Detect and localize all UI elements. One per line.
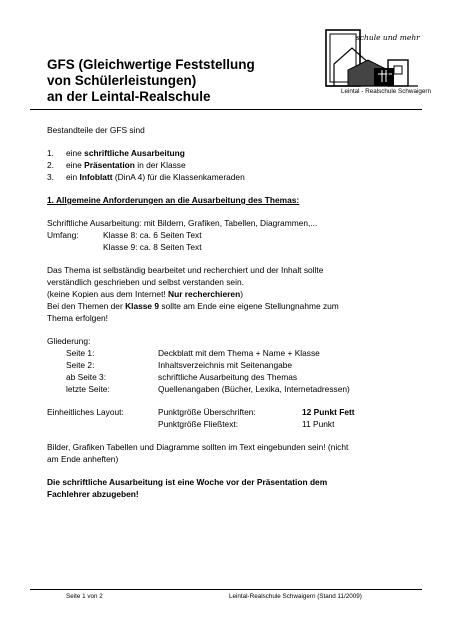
scope-class-8: Klasse 8: ca. 6 Seiten Text: [103, 230, 202, 240]
paragraph-line: Das Thema ist selbständig bearbeitet und recherchiert und der Inhalt sollte: [47, 265, 324, 275]
component-item-3: ein Infoblatt (DinA 4) für die Klassenkameraden: [66, 172, 245, 182]
paragraph-line: (keine Kopien aus dem Internet! Nur recherchieren): [47, 289, 243, 299]
component-number: 1.: [47, 148, 54, 158]
layout-spec-name: Punktgröße Fließtext:: [158, 419, 239, 429]
layout-spec-value: 12 Punkt Fett: [302, 407, 355, 417]
title-line-3: an der Leintal-Realschule: [47, 89, 211, 104]
intro-text: Bestandteile der GFS sind: [47, 125, 145, 135]
layout-label: Einheitliches Layout:: [47, 407, 124, 417]
paragraph-line: Thema erfolgen!: [47, 313, 108, 323]
component-number: 2.: [47, 160, 54, 170]
written-description: Schriftliche Ausarbeitung: mit Bildern, Grafiken, Tabellen, Diagrammen,...: [47, 218, 318, 228]
structure-content: schriftliche Ausarbeitung des Themas: [158, 372, 298, 382]
structure-content: Inhaltsverzeichnis mit Seitenangabe: [158, 360, 293, 370]
header-divider: [30, 109, 422, 110]
paragraph-line: verständlich geschrieben und selbst verstanden sein.: [47, 277, 244, 287]
logo-caption: Leintal - Realschule Schwaigern: [341, 88, 431, 95]
footer-school: Leintal-Realschule Schwaigern (Stand 11/2009): [229, 593, 362, 600]
scope-class-9: Klasse 9: ca. 8 Seiten Text: [103, 242, 202, 252]
layout-spec-name: Punktgröße Überschriften:: [158, 407, 256, 417]
images-note-line: Bilder, Grafiken Tabellen und Diagramme sollten im Text eingebunden sein! (nicht: [47, 442, 349, 452]
structure-page: letzte Seite:: [66, 384, 110, 394]
structure-label: Gliederung:: [47, 336, 91, 346]
structure-content: Quellenangaben (Bücher, Lexika, Internetadressen): [158, 384, 350, 394]
structure-page: Seite 1:: [66, 348, 95, 358]
title-line-2: von Schülerleistungen): [47, 73, 197, 88]
footer-divider: [30, 589, 422, 590]
scope-label: Umfang:: [47, 230, 79, 240]
component-item-1: eine schriftliche Ausarbeitung: [66, 148, 185, 158]
layout-spec-value: 11 Punkt: [302, 419, 335, 429]
document-title: [47, 57, 317, 105]
footer-page-number: Seite 1 von 2: [66, 593, 103, 600]
structure-content: Deckblatt mit dem Thema + Name + Klasse: [158, 348, 320, 358]
structure-page: Seite 2:: [66, 360, 95, 370]
logo-script-text: schule und mehr: [356, 33, 420, 42]
deadline-line: Fachlehrer abzugeben!: [47, 489, 139, 499]
images-note-line: am Ende anheften): [47, 454, 119, 464]
section-1-heading: 1. Allgemeine Anforderungen an die Ausarbeitung des Themas:: [47, 195, 300, 205]
component-item-2: eine Präsentation in der Klasse: [66, 160, 186, 170]
paragraph-line: Bei den Themen der Klasse 9 sollte am Ende eine eigene Stellungnahme zum: [47, 301, 339, 311]
structure-page: ab Seite 3:: [66, 372, 107, 382]
component-number: 3.: [47, 172, 54, 182]
title-line-1: GFS (Gleichwertige Feststellung: [47, 57, 255, 72]
deadline-line: Die schriftliche Ausarbeitung ist eine Woche vor der Präsentation dem: [47, 477, 328, 487]
